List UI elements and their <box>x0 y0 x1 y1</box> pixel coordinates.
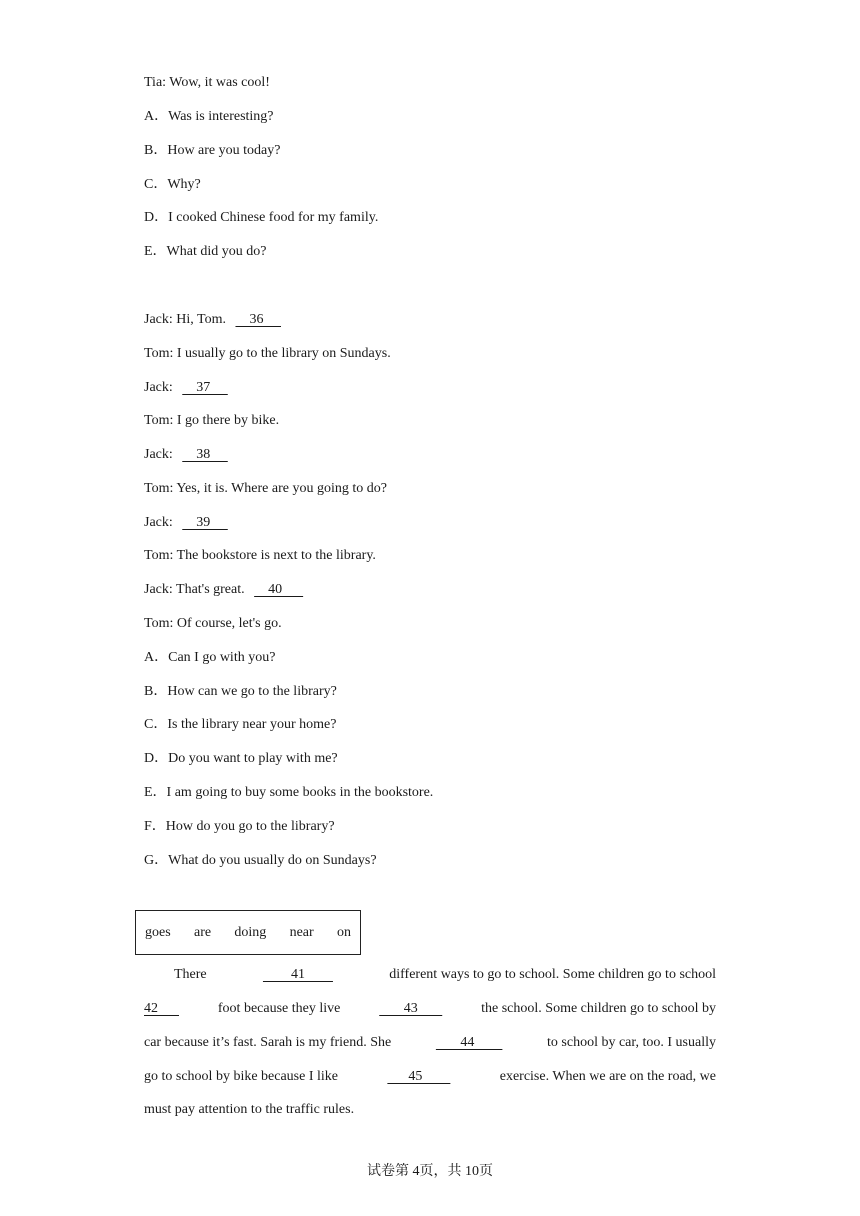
dialogue-line-6: Tom: Yes, it is. Where are you going to do? <box>144 481 387 496</box>
passage-text: foot because they live <box>217 1001 341 1016</box>
passage-text: exercise. When we are on the road, we <box>499 1069 716 1084</box>
option2-d: D．Do you want to play with me? <box>144 751 338 766</box>
passage-line-2 <box>144 1000 716 1018</box>
option-b: B．How are you today? <box>144 143 281 158</box>
passage-text: the school. Some children go to school by <box>481 1001 716 1016</box>
option-e: E．What did you do? <box>144 244 267 259</box>
blank-43: 43 <box>379 1001 443 1016</box>
passage-text: car because it’s fast. Sarah is my friend. She <box>144 1035 392 1050</box>
word-are: are <box>193 924 212 940</box>
option2-e: E．I am going to buy some books in the bookstore. <box>144 785 434 800</box>
passage-text: There <box>174 967 207 982</box>
dialogue-line-1 <box>144 311 281 329</box>
option-d: D．I cooked Chinese food for my family. <box>144 210 379 225</box>
word-box <box>135 910 361 955</box>
dialogue-line-8: Tom: The bookstore is next to the library. <box>144 548 376 563</box>
option2-a: A．Can I go with you? <box>144 650 276 665</box>
option-a: A．Was is interesting? <box>144 109 274 124</box>
blank-45: 45 <box>387 1069 451 1084</box>
dialogue-line-10: Tom: Of course, let's go. <box>144 616 282 631</box>
dialogue-line-2: Tom: I usually go to the library on Sundays. <box>144 346 391 361</box>
page-footer: 试卷第 4页，共 10页 <box>367 1164 493 1179</box>
tia-line: Tia: Wow, it was cool! <box>144 75 270 90</box>
passage-line-3 <box>144 1034 716 1052</box>
word-on: on <box>337 924 351 940</box>
passage-line-4 <box>144 1068 716 1086</box>
dialogue-text: Jack: <box>144 380 173 395</box>
passage-text: to school by car, too. I usually <box>547 1035 716 1050</box>
dialogue-line-3 <box>144 379 228 397</box>
dialogue-line-7 <box>144 514 228 532</box>
passage-text: different ways to go to school. Some children go to school <box>389 967 716 982</box>
dialogue-text: Jack: That's great. <box>144 582 245 597</box>
dialogue-text: Jack: <box>144 515 173 530</box>
word-goes: goes <box>145 924 171 940</box>
dialogue-line-5 <box>144 446 228 464</box>
option2-c: C．Is the library near your home? <box>144 717 337 732</box>
passage-line-1 <box>174 966 716 984</box>
dialogue-line-9 <box>144 581 303 599</box>
option2-b: B．How can we go to the library? <box>144 684 337 699</box>
dialogue-line-4: Tom: I go there by bike. <box>144 413 280 428</box>
word-near: near <box>289 924 314 940</box>
option-c: C．Why? <box>144 177 201 192</box>
blank-42: 42 <box>144 1001 179 1016</box>
dialogue-text: Jack: <box>144 447 173 462</box>
blank-44: 44 <box>435 1035 503 1050</box>
blank-38: 38 <box>182 447 228 462</box>
word-doing: doing <box>234 924 267 940</box>
blank-40: 40 <box>254 582 304 597</box>
dialogue-text: Jack: Hi, Tom. <box>144 312 226 327</box>
option2-g: G．What do you usually do on Sundays? <box>144 853 377 868</box>
blank-39: 39 <box>182 515 228 530</box>
passage-line-5: must pay attention to the traffic rules. <box>144 1102 355 1117</box>
blank-36: 36 <box>235 312 281 327</box>
option2-f: F．How do you go to the library? <box>144 819 335 834</box>
blank-41: 41 <box>262 967 333 982</box>
passage-text: go to school by bike because I like <box>144 1069 339 1084</box>
blank-37: 37 <box>182 380 228 395</box>
